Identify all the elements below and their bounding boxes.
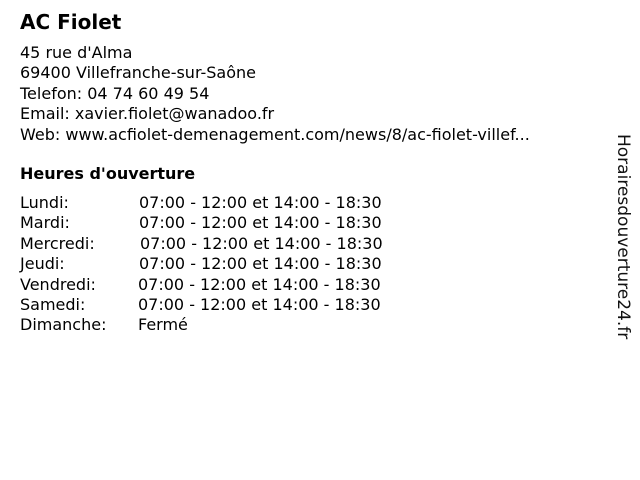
time-value: 07:00 - 12:00 et 14:00 - 18:30: [138, 294, 381, 314]
day-label: Mardi:: [20, 213, 70, 233]
day-label: Vendredi:: [20, 274, 96, 294]
phone: Telefon: 04 74 60 49 54: [20, 83, 210, 103]
time-value: 07:00 - 12:00 et 14:00 - 18:30: [139, 193, 382, 212]
day-label: Dimanche:: [20, 315, 107, 335]
day-label: Lundi:: [20, 193, 69, 212]
address-line-2: 69400 Villefranche-sur-Saône: [20, 63, 257, 83]
website: Web: www.acfiolet-demenagement.com/news/8/ac-fiolet-villef...: [20, 124, 530, 144]
time-value: 07:00 - 12:00 et 14:00 - 18:30: [138, 274, 381, 294]
address-line-1: 45 rue d'Alma: [20, 43, 133, 62]
email: Email: xavier.fiolet@wanadoo.fr: [20, 104, 275, 124]
day-label: Mercredi:: [20, 233, 95, 253]
time-value: Fermé: [138, 315, 188, 335]
business-name: AC Fiolet: [20, 10, 122, 34]
day-label: Samedi:: [20, 294, 86, 314]
contact-info: [20, 43, 530, 145]
day-label: Jeudi:: [20, 254, 65, 274]
time-value: 07:00 - 12:00 et 14:00 - 18:30: [139, 213, 382, 233]
hours-heading: Heures d'ouverture: [20, 164, 196, 183]
time-value: 07:00 - 12:00 et 14:00 - 18:30: [139, 254, 382, 274]
site-watermark: Horairesdouverture24.fr: [613, 134, 633, 340]
time-value: 07:00 - 12:00 et 14:00 - 18:30: [140, 233, 383, 253]
